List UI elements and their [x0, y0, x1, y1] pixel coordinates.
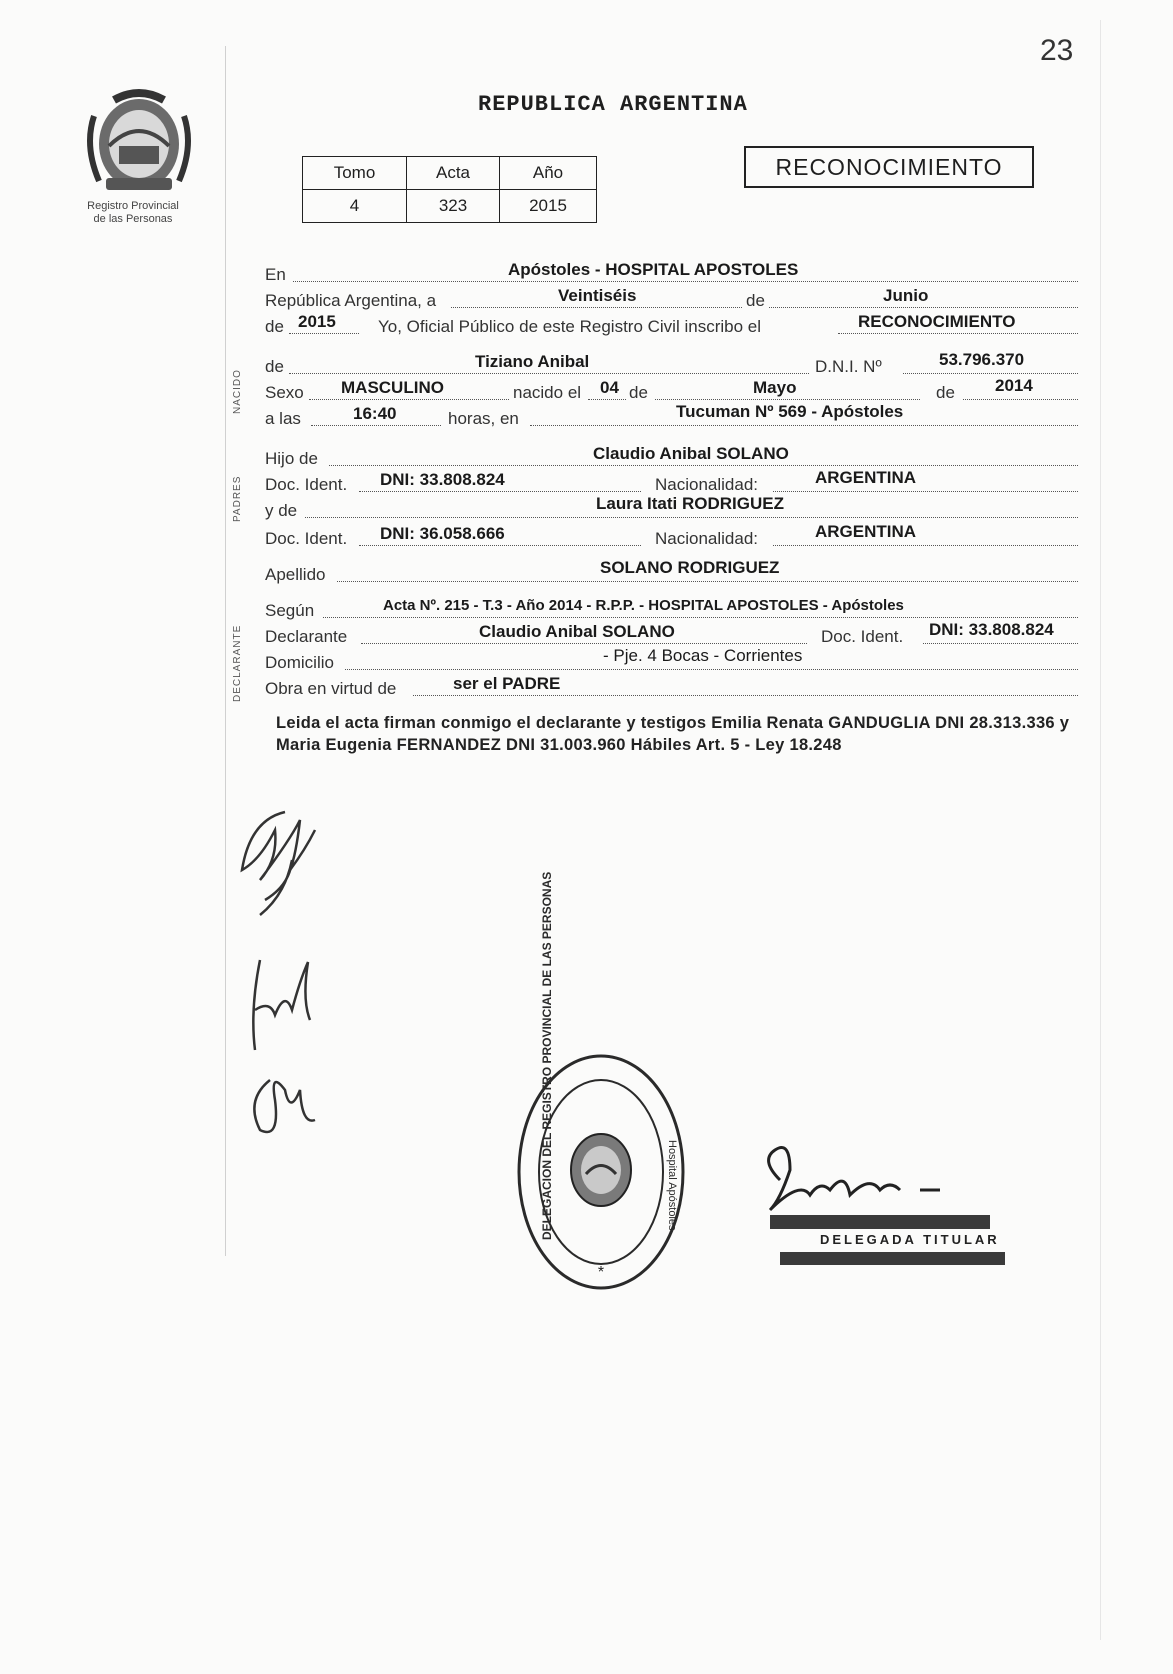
label-doc-ident: Doc. Ident. — [265, 475, 348, 494]
page-number: 23 — [1040, 34, 1074, 67]
dotted-fill — [345, 669, 1078, 670]
act-type-box: RECONOCIMIENTO — [744, 146, 1034, 188]
form-line-time — [263, 402, 1078, 432]
country-heading: REPUBLICA ARGENTINA — [478, 92, 748, 117]
label-nacionalidad: Nacionalidad: — [655, 475, 759, 494]
dotted-fill — [293, 281, 1078, 282]
dotted-fill — [311, 425, 441, 426]
svg-text:*: * — [597, 1264, 605, 1281]
mother-nationality-value: ARGENTINA — [815, 522, 917, 541]
dotted-fill — [903, 373, 1078, 374]
label-dni: D.N.I. Nº — [815, 357, 882, 376]
dotted-fill — [963, 399, 1078, 400]
birth-month-value: Mayo — [753, 378, 797, 397]
dotted-fill — [305, 517, 1078, 518]
dotted-fill — [773, 545, 1078, 546]
table-header-ano: Año — [500, 157, 597, 190]
father-name-value: Claudio Anibal SOLANO — [593, 444, 789, 463]
stamp-inner-text: Hospital Apóstoles — [666, 1140, 678, 1231]
label-y-de: y de — [265, 501, 298, 520]
stamp-ring-text: DELEGACION DEL REGISTRO PROVINCIAL DE LAS PERSONAS — [540, 871, 554, 1240]
dotted-fill — [359, 491, 641, 492]
label-republica: República Argentina, a — [265, 291, 437, 310]
officer-text: Yo, Oficial Público de este Registro Civil inscribo el — [378, 317, 761, 336]
place-value: Apóstoles - HOSPITAL APOSTOLES — [508, 260, 799, 279]
time-value: 16:40 — [353, 404, 397, 423]
form-line-surname — [263, 558, 1078, 588]
dotted-fill — [923, 643, 1078, 644]
closing-statement: Leida el acta firman conmigo el declarante y testigos Emilia Renata GANDUGLIA DNI 28.313.336 y Maria Eugenia FERNANDEZ DNI 31.003.960 Hábiles Art. 5 - Ley 18.248 — [276, 714, 1070, 754]
declarant-name-value: Claudio Anibal SOLANO — [479, 622, 675, 641]
witness-signature-1 — [230, 950, 340, 1060]
acta-value: 323 — [407, 190, 500, 223]
sex-value: MASCULINO — [341, 378, 444, 397]
table-header-tomo: Tomo — [303, 157, 407, 190]
dotted-fill — [309, 399, 509, 400]
label-de-name: de — [265, 357, 284, 376]
segun-value: Acta Nº. 215 - T.3 - Año 2014 - R.P.P. - HOSPITAL APOSTOLES - Apóstoles — [383, 597, 904, 614]
label-doc-ident-declarant: Doc. Ident. — [821, 627, 904, 646]
dotted-fill — [337, 581, 1078, 582]
label-nacido-el: nacido el — [513, 383, 582, 402]
dotted-fill — [773, 491, 1078, 492]
role-value: ser el PADRE — [453, 674, 561, 693]
dotted-fill — [323, 617, 1078, 618]
form-line-mother — [263, 494, 1078, 524]
act-name-value: RECONOCIMIENTO — [858, 312, 1016, 331]
label-horas-en: horas, en — [448, 409, 519, 428]
side-label-declarante: DECLARANTE — [232, 624, 243, 702]
surname-value: SOLANO RODRIGUEZ — [600, 558, 780, 577]
label-sexo: Sexo — [265, 383, 304, 402]
child-dni-value: 53.796.370 — [939, 350, 1025, 369]
dotted-fill — [361, 643, 807, 644]
label-year-prefix: de — [265, 317, 284, 336]
dotted-fill — [530, 425, 1078, 426]
year-value: 2015 — [298, 312, 336, 331]
label-de-day: de — [629, 383, 648, 402]
child-name-value: Tiziano Anibal — [475, 352, 590, 371]
tomo-value: 4 — [303, 190, 407, 223]
dotted-fill — [359, 545, 641, 546]
side-label-nacido: NACIDO — [232, 369, 243, 414]
dotted-fill — [655, 399, 920, 400]
father-doc-value: DNI: 33.808.824 — [380, 470, 505, 489]
form-line-mother-doc — [263, 522, 1078, 552]
label-doc-ident: Doc. Ident. — [265, 529, 348, 548]
label-apellido: Apellido — [265, 565, 326, 584]
dotted-fill — [588, 399, 626, 400]
birth-year-value: 2014 — [995, 376, 1033, 395]
official-signature — [760, 1140, 1010, 1270]
mother-name-value: Laura Itati RODRIGUEZ — [596, 494, 784, 513]
seal-caption — [68, 200, 198, 226]
label-segun: Según — [265, 601, 315, 620]
mother-doc-value: DNI: 36.058.666 — [380, 524, 505, 543]
label-de: de — [743, 291, 768, 311]
page-edge — [1100, 20, 1101, 1640]
seal-caption-line: de las Personas — [93, 213, 173, 225]
dotted-fill — [413, 695, 1078, 696]
label-obra: Obra en virtud de — [265, 679, 397, 698]
birth-day-value: 04 — [600, 378, 619, 397]
label-a-las: a las — [265, 409, 301, 428]
side-label-padres: PADRES — [232, 475, 243, 522]
label-hijo-de: Hijo de — [265, 449, 318, 468]
father-nationality-value: ARGENTINA — [815, 468, 917, 487]
label-nacionalidad: Nacionalidad: — [655, 529, 759, 548]
dotted-fill — [289, 373, 809, 374]
day-value: Veintiséis — [558, 286, 637, 305]
label-declarante: Declarante — [265, 627, 348, 646]
margin-line — [225, 46, 226, 1256]
ano-value: 2015 — [500, 190, 597, 223]
form-line-year — [263, 310, 1078, 340]
form-line-role — [263, 672, 1078, 702]
dotted-fill — [329, 465, 1078, 466]
dotted-fill — [289, 333, 359, 334]
month-value: Junio — [883, 286, 929, 305]
birth-place-value: Tucuman Nº 569 - Apóstoles — [676, 402, 904, 421]
seal-caption-line: Registro Provincial — [87, 200, 179, 212]
table-header-acta: Acta — [407, 157, 500, 190]
address-value: - Pje. 4 Bocas - Corrientes — [603, 646, 803, 665]
official-title: DELEGADA TITULAR — [820, 1232, 1000, 1247]
label-en: En — [265, 265, 286, 284]
declarant-doc-value: DNI: 33.808.824 — [929, 620, 1054, 639]
provincial-seal-icon — [84, 86, 194, 196]
label-domicilio: Domicilio — [265, 653, 334, 672]
witness-signature-2 — [230, 1060, 340, 1150]
label-de-month: de — [936, 383, 955, 402]
declarant-signature — [230, 800, 340, 920]
dotted-fill — [838, 333, 1078, 334]
registry-table — [302, 156, 597, 223]
